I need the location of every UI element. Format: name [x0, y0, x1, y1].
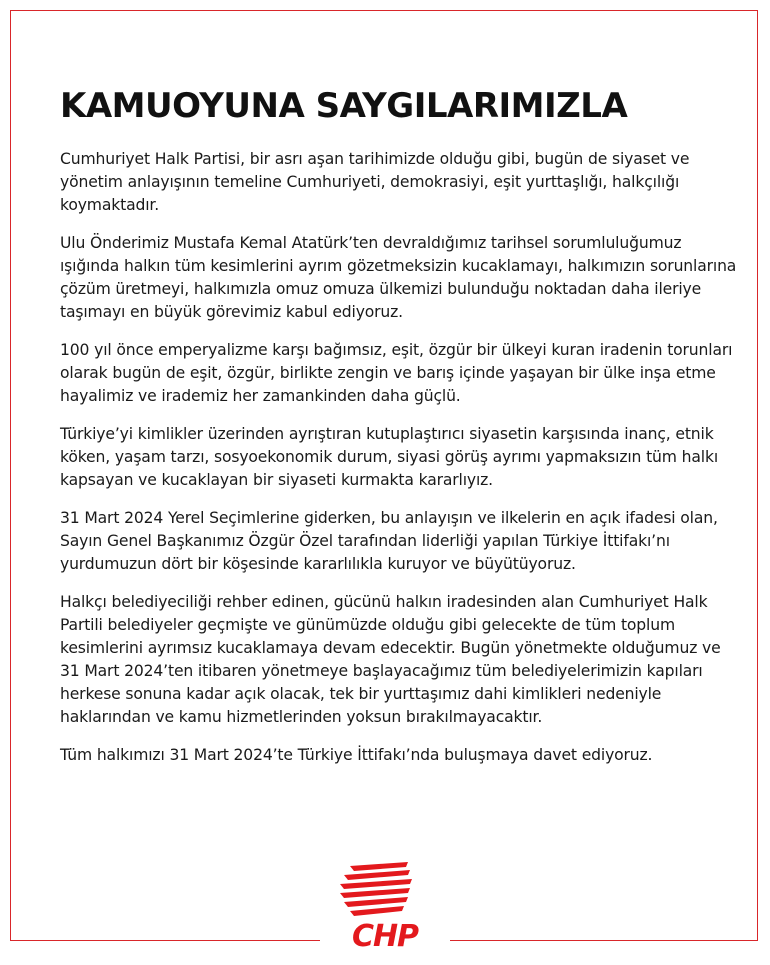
- paragraph-7: Tüm halkımızı 31 Mart 2024’te Türkiye İttifakı’nda buluşmaya davet ediyoruz.: [60, 746, 653, 764]
- paragraph-4: Türkiye’yi kimlikler üzerinden ayrıştıran kutuplaştırıcı siyasetin karşısında inanç, etnik köken, yaşam tarzı, sosyoekonomik durum, siyasi görüş ayrımı yapmaksızın tüm halkı kapsayan ve kucaklayan bir siyaseti kurmakta kararlıyız.: [60, 425, 719, 489]
- logo-wordmark: CHP: [351, 919, 419, 954]
- paragraph-2: Ulu Önderimiz Mustafa Kemal Atatürk’ten devraldığımız tarihsel sorumluluğumuz ışığında halkın tüm kesimlerini ayrım gözetmeksizin kucaklamayı, halkımızın sorunlarına çözüm üretmeyi, halkımızla omuz omuza ülkemizi bulunduğu noktadan daha ileriye taşımayı en büyük görevimiz kabul ediyoruz.: [60, 234, 737, 321]
- chp-logo: [320, 858, 450, 958]
- paragraph-1: Cumhuriyet Halk Partisi, bir asrı aşan tarihimizde olduğu gibi, bugün de siyaset ve yönetim anlayışının temeline Cumhuriyeti, demokrasiyi, eşit yurttaşlığı, halkçılığı koymaktadır.: [60, 150, 690, 214]
- paragraph-6: Halkçı belediyeciliği rehber edinen, gücünü halkın iradesinden alan Cumhuriyet Halk Partili belediyeler geçmişte ve günümüzde olduğu gibi gelecekte de tüm toplum kesimlerini ayrımsız kucaklamaya devam edecektir. Bugün yönetmekte olduğumuz ve 31 Mart 2024’ten itibaren yönetmeye başlayacağımız tüm belediyelerimizin kapıları herkese sonuna kadar açık olacak, tek bir yurttaşımız dahi kimlikleri nedeniyle haklarından ve kamu hizmetlerinden yoksun bırakılmayacaktır.: [60, 593, 721, 726]
- six-arrows-icon: [320, 858, 450, 920]
- statement-body: [60, 84, 740, 782]
- statement-title: KAMUOYUNA SAYGILARIMIZLA: [60, 86, 628, 126]
- paragraph-3: 100 yıl önce emperyalizme karşı bağımsız, eşit, özgür bir ülkeyi kuran iradenin torunları olarak bugün de eşit, özgür, birlikte zengin ve barış içinde yaşayan bir ülke inşa etme hayalimiz ve irademiz her zamankinden daha güçlü.: [60, 341, 733, 405]
- paragraph-5: 31 Mart 2024 Yerel Seçimlerine giderken, bu anlayışın ve ilkelerin en açık ifadesi olan, Sayın Genel Başkanımız Özgür Özel tarafından liderliği yapılan Türkiye İttifakı’nı yurdumuzun dört bir köşesinde kararlılıkla kuruyor ve büyütüyoruz.: [60, 509, 718, 573]
